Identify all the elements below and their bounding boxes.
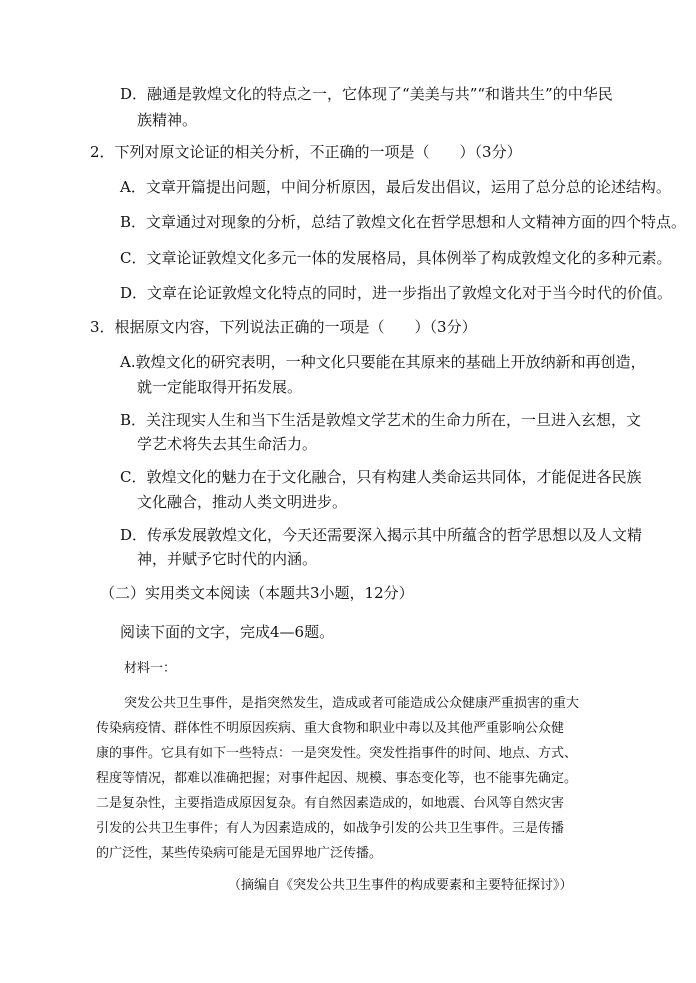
material1-line: 二是复杂性，主要指造成原因复杂。有自然因素造成的，如地震、台风等自然灾害 xyxy=(96,796,565,811)
q2-option-b: B．文章通过对现象的分析，总结了敦煌文化在哲学思想和人文精神方面的四个特点。 xyxy=(120,213,687,231)
material1-line: 的广泛性，某些传染病可能是无国界地广泛传播。 xyxy=(96,846,383,861)
q3-option-d-line2: 神，并赋予它时代的内涵。 xyxy=(137,550,318,568)
material1-line: 程度等情况，都难以准确把握；对事件起因、规模、事态变化等，也不能事先确定。 xyxy=(96,771,578,786)
material1-label: 材料一： xyxy=(124,661,177,676)
q3-option-b-line2: 学艺术将失去其生命活力。 xyxy=(137,435,318,453)
material1-line: 传染病疫情、群体性不明原因疾病、重大食物和职业中毒以及其他严重影响公众健 xyxy=(96,721,565,736)
q1-option-d-line2: 族精神。 xyxy=(137,111,198,129)
material1-line: 康的事件。它具有如下一些特点：一是突发性。突发性指事件的时间、地点、方式、 xyxy=(96,746,578,761)
material1-line: 引发的公共卫生事件；有人为因素造成的，如战争引发的公共卫生事件。三是传播 xyxy=(96,821,565,836)
q3-option-b-line1: B．关注现实人生和当下生活是敦煌文学艺术的生命力所在，一旦进入玄想，文 xyxy=(120,411,642,429)
q3-option-d-line1: D．传承发展敦煌文化，今天还需要深入揭示其中所蕴含的哲学思想以及人文精 xyxy=(120,526,643,544)
q2-stem: 2．下列对原文论证的相关分析，不正确的一项是（ ）（3分） xyxy=(90,143,522,161)
q3-option-c-line2: 文化融合，推动人类文明进步。 xyxy=(137,493,348,511)
material1-source: （摘编自《突发公共卫生事件的构成要素和主要特征探讨》） xyxy=(228,878,573,893)
q3-stem: 3．根据原文内容，下列说法正确的一项是（ ）（3分） xyxy=(90,318,477,336)
q3-option-a-line1: A.敦煌文化的研究表明，一种文化只要能在其原来的基础上开放纳新和再创造， xyxy=(120,353,646,371)
section2-instruction: 阅读下面的文字，完成4—6题。 xyxy=(120,623,335,641)
q3-option-c-line1: C．敦煌文化的魅力在于文化融合，只有构建人类命运共同体，才能促进各民族 xyxy=(120,468,642,486)
material1-line: 突发公共卫生事件，是指突然发生，造成或者可能造成公众健康严重损害的重大 xyxy=(124,696,580,711)
q2-option-d: D．文章在论证敦煌文化特点的同时，进一步指出了敦煌文化对于当今时代的价值。 xyxy=(120,284,673,302)
q2-option-a: A．文章开篇提出问题，中间分析原因，最后发出倡议，运用了总分总的论述结构。 xyxy=(120,178,671,196)
q2-option-c: C．文章论证敦煌文化多元一体的发展格局，具体例举了构成敦煌文化的多种元素。 xyxy=(120,249,672,267)
q1-option-d-line1: D．融通是敦煌文化的特点之一，它体现了“美美与共”“和谐共生”的中华民 xyxy=(120,85,613,103)
q3-option-a-line2: 就一定能取得开拓发展。 xyxy=(137,378,303,396)
section2-heading: （二）实用类文本阅读（本题共3小题，12分） xyxy=(100,584,414,602)
